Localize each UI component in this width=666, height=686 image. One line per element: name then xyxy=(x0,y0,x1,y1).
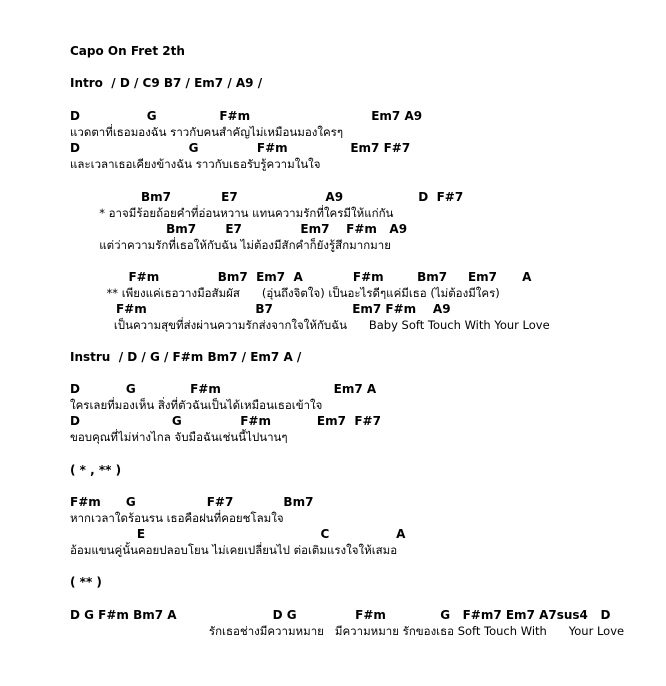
lyric-line: เป็นความสุขที่ส่งผ่านความรักส่งจากใจให้กับฉัน Baby Soft Touch With Your Love xyxy=(70,318,550,332)
chord-line: D G F#m Em7 F#7 xyxy=(70,141,411,155)
chord-line: D G F#m Bm7 A D G F#m G F#m7 Em7 A7sus4 D xyxy=(70,608,611,622)
lyric-line: แต่ว่าความรักที่เธอให้กับฉัน ไม่ต้องมีสักคำก็ยังรู้สึกมากมาย xyxy=(70,238,391,252)
lyric-line: ขอบคุณที่ไม่ห่างไกล จับมือฉันเช่นนี้ไปนานๆ xyxy=(70,430,288,444)
lyric-line: * อาจมีร้อยถ้อยคำที่อ่อนหวาน แทนความรักที่ใครมีให้แก่กัน xyxy=(70,206,394,220)
chord-line: F#m G F#7 Bm7 xyxy=(70,495,314,509)
chord-line: Bm7 E7 A9 D F#7 xyxy=(70,190,464,204)
capo-note: Capo On Fret 2th xyxy=(70,44,185,58)
lyric-line: ใครเลยที่มองเห็น สิ่งที่ตัวฉันเป็นได้เหมือนเธอเข้าใจ xyxy=(70,398,323,412)
chord-line: E C A xyxy=(70,527,406,541)
lyric-line: ** เพียงแค่เธอวางมือสัมผัส (อุ่นถึงจิตใจ) เป็นอะไรดีๆแค่มีเธอ (ไม่ต้องมีใคร) xyxy=(70,286,500,300)
chord-line: Bm7 E7 Em7 F#m A9 xyxy=(70,222,408,236)
lyric-line: หากเวลาใดร้อนรน เธอคือฝนที่คอยชโลมใจ xyxy=(70,511,284,525)
lyric-line: และเวลาเธอเคียงข้างฉัน ราวกับเธอรับรู้ความในใจ xyxy=(70,157,321,171)
chord-line: F#m Bm7 Em7 A F#m Bm7 Em7 A xyxy=(70,270,532,284)
lyric-line: อ้อมแขนคู่นั้นคอยปลอบโยน ไม่เคยเปลี่ยนไป ต่อเติมแรงใจให้เสมอ xyxy=(70,543,398,557)
chord-line: F#m B7 Em7 F#m A9 xyxy=(70,302,451,316)
chord-line: D G F#m Em7 A xyxy=(70,382,377,396)
lyric-line: รักเธอช่างมีความหมาย มีความหมาย รักของเธอ Soft Touch With Your Love xyxy=(70,624,625,638)
repeat-marker: ( ** ) xyxy=(70,575,102,589)
chord-line: D G F#m Em7 F#7 xyxy=(70,414,381,428)
lyric-line: แวดตาที่เธอมองฉัน ราวกับคนสำคัญไม่เหมือนมองใครๆ xyxy=(70,125,344,139)
chord-line: D G F#m Em7 A9 xyxy=(70,109,423,123)
intro-line: Intro / D / C9 B7 / Em7 / A9 / xyxy=(70,76,263,90)
repeat-marker: ( * , ** ) xyxy=(70,463,122,477)
instru-line: Instru / D / G / F#m Bm7 / Em7 A / xyxy=(70,350,302,364)
